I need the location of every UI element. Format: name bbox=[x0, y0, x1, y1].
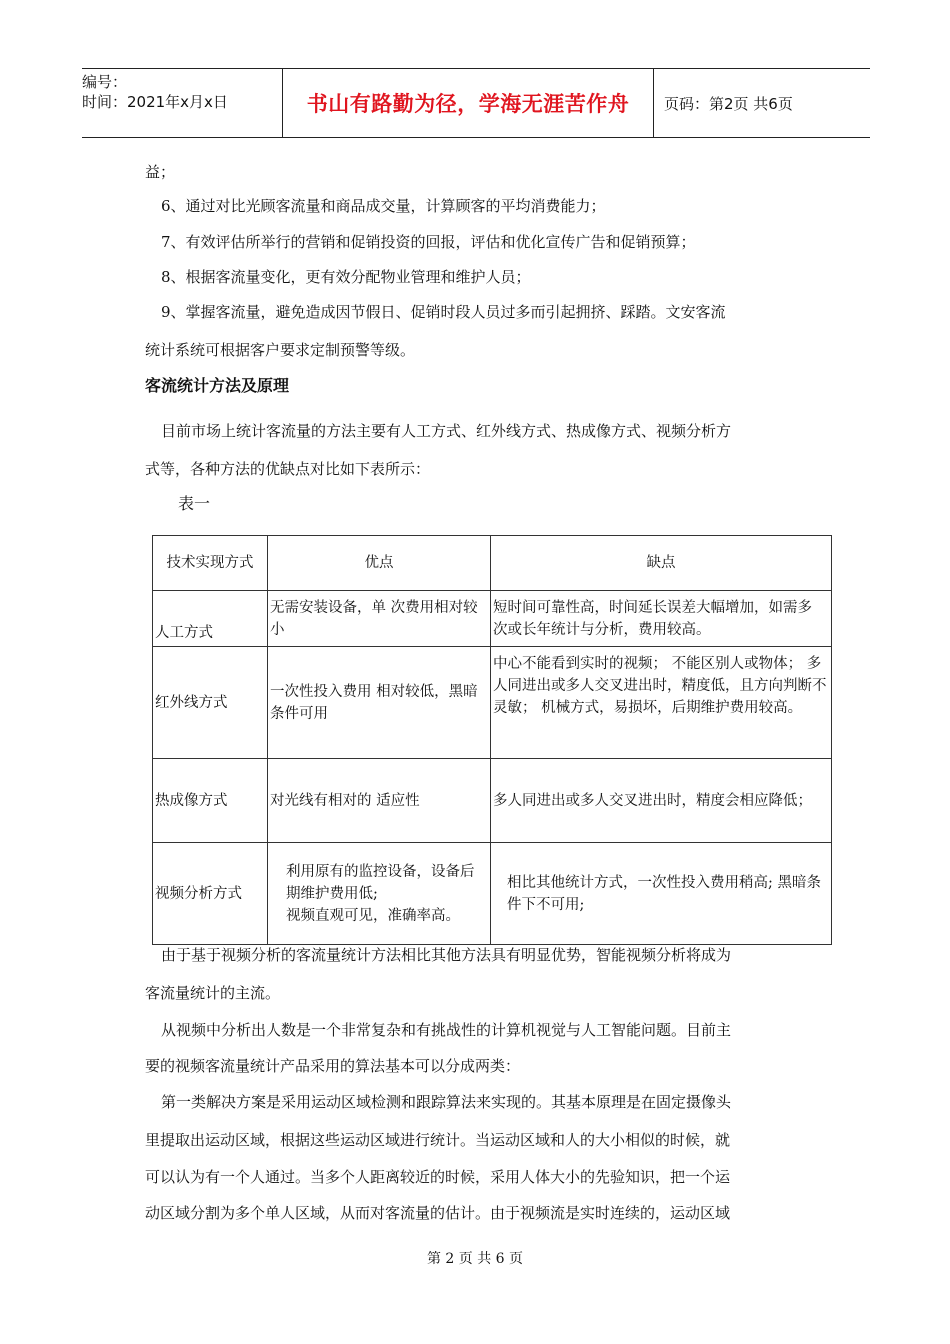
after-table-p3-line2: 里提取出运动区域，根据这些运动区域进行统计。当运动区域和人的大小相似的时候，就 bbox=[145, 1131, 731, 1149]
list-item-9-line2: 统计系统可根据客户要求定制预警等级。 bbox=[145, 341, 416, 359]
after-table-p3-line4: 动区域分割为多个单人区域，从而对客流量的估计。由于视频流是实时连续的，运动区域 bbox=[145, 1204, 731, 1222]
table-row bbox=[153, 647, 832, 759]
cell-method: 视频分析方式 bbox=[153, 843, 268, 945]
table-row bbox=[153, 843, 832, 945]
cell-method: 热成像方式 bbox=[153, 759, 268, 843]
intro-line2: 式等，各种方法的优缺点对比如下表所示： bbox=[145, 460, 431, 478]
section-heading: 客流统计方法及原理 bbox=[145, 376, 290, 395]
col-header-cons: 缺点 bbox=[491, 536, 832, 591]
list-item-8: 8、根据客流量变化，更有效分配物业管理和维护人员； bbox=[161, 268, 531, 286]
table-header-row bbox=[153, 536, 832, 591]
cell-method: 人工方式 bbox=[153, 591, 268, 647]
header-motto: 书山有路勤为径，学海无涯苦作舟 bbox=[283, 69, 654, 137]
intro-line1: 目前市场上统计客流量的方法主要有人工方式、红外线方式、热成像方式、视频分析方 bbox=[161, 422, 732, 440]
time-label: 时间：2021年x月x日 bbox=[82, 93, 228, 111]
after-table-p3-line3: 可以认为有一个人通过。当多个人距离较近的时候，采用人体大小的先验知识，把一个运 bbox=[145, 1168, 731, 1186]
header-meta bbox=[82, 69, 283, 137]
cell-cons: 相比其他统计方式，一次性投入费用稍高; 黑暗条件下不可用; bbox=[491, 843, 832, 945]
cell-cons: 短时间可靠性高，时间延长误差大幅增加，如需多 次或长年统计与分析，费用较高。 bbox=[491, 591, 832, 647]
page-header bbox=[82, 68, 870, 138]
table-caption: 表一 bbox=[178, 494, 211, 513]
cell-pros-line2: 视频直观可见，准确率高。 bbox=[286, 907, 460, 924]
cell-pros-line1: 利用原有的监控设备，设备后期维护费用低; bbox=[286, 863, 475, 902]
col-header-pros: 优点 bbox=[268, 536, 491, 591]
cell-method: 红外线方式 bbox=[153, 647, 268, 759]
cell-pros: 一次性投入费用 相对较低，黑暗条件可用 bbox=[268, 647, 491, 759]
list-item-9-line1: 9、掌握客流量，避免造成因节假日、促销时段人员过多而引起拥挤、踩踏。文安客流 bbox=[161, 303, 726, 321]
cell-pros: 对光线有相对的 适应性 bbox=[268, 759, 491, 843]
after-table-p2-line1: 从视频中分析出人数是一个非常复杂和有挑战性的计算机视觉与人工智能问题。目前主 bbox=[161, 1021, 732, 1039]
cell-pros bbox=[268, 843, 491, 945]
after-table-p1-line1: 由于基于视频分析的客流量统计方法相比其他方法具有明显优势，智能视频分析将成为 bbox=[161, 946, 732, 964]
comparison-table bbox=[152, 535, 832, 945]
cell-pros: 无需安装设备，单 次费用相对较小 bbox=[268, 591, 491, 647]
list-item-7: 7、有效评估所举行的营销和促销投资的回报，评估和优化宣传广告和促销预算； bbox=[161, 233, 696, 251]
table-row bbox=[153, 591, 832, 647]
header-page-code: 页码：第2页 共6页 bbox=[664, 94, 793, 113]
after-table-p2-line2: 要的视频客流量统计产品采用的算法基本可以分成两类： bbox=[145, 1057, 521, 1075]
list-item-6: 6、通过对比光顾客流量和商品成交量，计算顾客的平均消费能力； bbox=[161, 197, 606, 215]
table-row bbox=[153, 759, 832, 843]
col-header-method: 技术实现方式 bbox=[153, 536, 268, 591]
paragraph-continuation: 益； bbox=[145, 163, 176, 181]
number-label: 编号： bbox=[82, 73, 128, 91]
page-footer: 第 2 页 共 6 页 bbox=[426, 1251, 524, 1267]
after-table-p1-line2: 客流量统计的主流。 bbox=[145, 984, 281, 1002]
after-table-p3-line1: 第一类解决方案是采用运动区域检测和跟踪算法来实现的。其基本原理是在固定摄像头 bbox=[161, 1093, 732, 1111]
cell-cons: 中心不能看到实时的视频； 不能区别人或物体； 多人同进出或多人交叉进出时，精度低，且方向判断不灵敏； 机械方式，易损坏，后期维护费用较高。 bbox=[491, 647, 832, 759]
cell-cons: 多人同进出或多人交叉进出时，精度会相应降低； bbox=[491, 759, 832, 843]
